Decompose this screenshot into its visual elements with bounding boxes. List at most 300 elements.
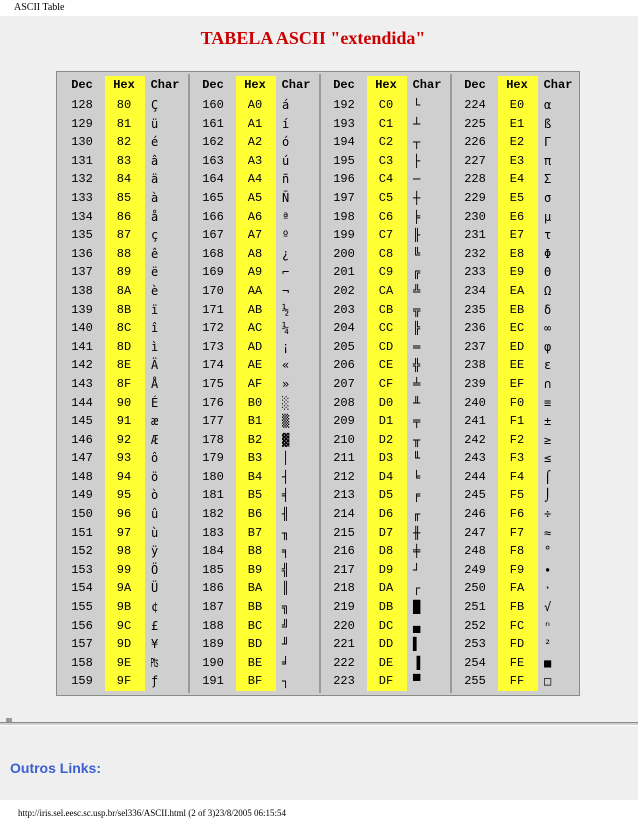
char-cell: ╘ (413, 469, 421, 484)
char-cell: ┴ (413, 116, 421, 131)
char-cell: ¬ (282, 283, 290, 298)
dec-cell: 177 (202, 414, 224, 429)
hex-cell: C8 (378, 246, 394, 261)
hex-cell: 8E (116, 358, 132, 373)
char-cell: □ (544, 674, 552, 689)
char-cell: ▀ (413, 674, 421, 689)
header-hex: Hex (375, 78, 397, 92)
hex-cell: EF (509, 376, 525, 391)
dec-cell: 246 (464, 507, 486, 522)
table-row (61, 133, 186, 152)
dec-cell: 195 (333, 153, 355, 168)
dec-cell: 132 (71, 172, 93, 187)
char-cell: ╫ (413, 525, 421, 540)
char-cell: ñ (282, 172, 290, 187)
table-row (454, 486, 579, 505)
dec-cell: 251 (464, 600, 486, 615)
char-cell: ▌ (413, 637, 421, 652)
table-row (454, 449, 579, 468)
table-row (323, 598, 448, 617)
char-cell: ⌐ (282, 265, 290, 280)
table-row (61, 226, 186, 245)
hex-cell: A4 (247, 172, 263, 187)
header-dec: Dec (464, 78, 486, 92)
hex-cell: EB (509, 302, 525, 317)
char-cell: Σ (544, 172, 552, 187)
table-row (192, 542, 317, 561)
char-cell: ⌠ (544, 469, 552, 484)
dec-cell: 152 (71, 544, 93, 559)
dec-cell: 136 (71, 246, 93, 261)
hex-cell: 82 (116, 135, 132, 150)
table-row (323, 375, 448, 394)
table-row (454, 152, 579, 171)
char-cell: ▄ (413, 618, 421, 633)
table-row (323, 412, 448, 431)
char-cell: α (544, 98, 552, 112)
dec-cell: 215 (333, 525, 355, 540)
hex-cell: 86 (116, 209, 132, 224)
dec-cell: 187 (202, 600, 224, 615)
char-cell: ╩ (413, 283, 421, 298)
char-cell: û (151, 507, 159, 522)
dec-cell: 158 (71, 655, 93, 670)
char-cell: Ö (151, 562, 159, 577)
char-cell: Γ (544, 135, 552, 150)
hex-cell: AC (247, 321, 263, 336)
table-row (192, 672, 317, 691)
table-row (192, 301, 317, 320)
char-cell: £ (151, 618, 159, 633)
table-row (323, 579, 448, 598)
char-cell: è (151, 283, 159, 298)
table-row (454, 524, 579, 543)
hex-cell: 9E (116, 655, 132, 670)
hex-cell: B0 (247, 395, 263, 410)
table-row (454, 468, 579, 487)
table-row (61, 170, 186, 189)
table-row (323, 115, 448, 134)
hex-cell: F3 (509, 451, 525, 466)
table-row (454, 542, 579, 561)
table-column-group (192, 76, 317, 691)
hex-cell: C7 (378, 228, 394, 243)
char-cell: Æ (151, 432, 159, 447)
dec-cell: 202 (333, 283, 355, 298)
table-row (61, 301, 186, 320)
dec-cell: 163 (202, 153, 224, 168)
char-cell: Θ (544, 265, 552, 280)
table-row (192, 115, 317, 134)
char-cell: ∩ (544, 376, 552, 391)
hex-cell: CE (378, 358, 394, 373)
char-cell: ï (151, 302, 159, 317)
table-row (323, 431, 448, 450)
header-hex: Hex (113, 78, 135, 92)
dec-cell: 161 (202, 116, 224, 131)
char-cell: ¼ (282, 321, 290, 336)
char-cell: ½ (282, 302, 290, 317)
char-cell: ∙ (544, 562, 552, 577)
dec-cell: 150 (71, 507, 93, 522)
dec-cell: 220 (333, 618, 355, 633)
table-row (323, 152, 448, 171)
hex-cell: 87 (116, 228, 132, 243)
hex-cell: CA (378, 283, 394, 298)
table-row (61, 542, 186, 561)
dec-cell: 192 (333, 98, 355, 112)
hex-cell: DC (378, 618, 394, 633)
hex-cell: 9D (116, 637, 132, 652)
hex-cell: FB (509, 600, 525, 615)
char-cell: ▐ (413, 655, 421, 670)
char-cell: Ω (544, 283, 552, 298)
dec-cell: 169 (202, 265, 224, 280)
table-row (192, 319, 317, 338)
dec-cell: 151 (71, 525, 93, 540)
char-cell: ┐ (282, 674, 290, 689)
dec-cell: 180 (202, 469, 224, 484)
table-row (61, 561, 186, 580)
char-cell: ╝ (282, 618, 290, 633)
table-row (323, 505, 448, 524)
hex-cell: 9B (116, 600, 132, 615)
table-row (61, 152, 186, 171)
dec-cell: 219 (333, 600, 355, 615)
dec-cell: 213 (333, 488, 355, 503)
char-cell: ª (282, 209, 290, 224)
char-cell: Ç (151, 98, 159, 112)
dec-cell: 242 (464, 432, 486, 447)
table-row (323, 635, 448, 654)
char-cell: ╔ (413, 265, 421, 280)
table-row (323, 672, 448, 691)
char-cell: ÿ (151, 544, 159, 559)
char-cell: ì (151, 339, 159, 354)
char-cell: ô (151, 451, 159, 466)
dec-cell: 236 (464, 321, 486, 336)
hex-cell: 8D (116, 339, 132, 354)
table-row (323, 449, 448, 468)
char-cell: ▓ (282, 432, 290, 447)
dec-cell: 201 (333, 265, 355, 280)
dec-cell: 142 (71, 358, 93, 373)
char-cell: å (151, 209, 159, 224)
table-row (61, 654, 186, 673)
char-cell: π (544, 153, 552, 168)
hex-cell: AD (247, 339, 263, 354)
table-row (192, 263, 317, 282)
char-cell: ╚ (413, 246, 421, 261)
char-cell: ╥ (413, 432, 421, 447)
dec-cell: 175 (202, 376, 224, 391)
hex-cell: C4 (378, 172, 394, 187)
char-cell: ╦ (413, 302, 421, 317)
dec-cell: 249 (464, 562, 486, 577)
dec-cell: 200 (333, 246, 355, 261)
char-cell: æ (151, 414, 159, 429)
table-row (61, 449, 186, 468)
table-row (454, 561, 579, 580)
table-row (61, 282, 186, 301)
dec-cell: 198 (333, 209, 355, 224)
hex-cell: B8 (247, 544, 263, 559)
char-cell: Ü (151, 581, 159, 596)
table-row (323, 263, 448, 282)
char-cell: ≤ (544, 451, 552, 466)
table-row (454, 394, 579, 413)
hex-cell: ED (509, 339, 525, 354)
char-cell: ╡ (282, 488, 290, 503)
dec-cell: 174 (202, 358, 224, 373)
table-row (192, 486, 317, 505)
table-row (323, 226, 448, 245)
char-cell: σ (544, 190, 552, 205)
char-cell: î (151, 321, 159, 336)
char-cell: └ (413, 98, 421, 112)
char-cell: » (282, 376, 290, 391)
dec-cell: 210 (333, 432, 355, 447)
table-row (323, 338, 448, 357)
dec-cell: 154 (71, 581, 93, 596)
dec-cell: 184 (202, 544, 224, 559)
hex-cell: AA (247, 283, 263, 298)
hex-cell: A8 (247, 246, 263, 261)
hex-cell: E4 (509, 172, 525, 187)
table-row (61, 598, 186, 617)
char-cell: ⁿ (544, 618, 552, 633)
table-row (192, 152, 317, 171)
hex-cell: 84 (116, 172, 132, 187)
table-row (192, 282, 317, 301)
char-cell: ╨ (413, 395, 421, 410)
dec-cell: 173 (202, 339, 224, 354)
dec-cell: 208 (333, 395, 355, 410)
table-row (192, 598, 317, 617)
dec-cell: 226 (464, 135, 486, 150)
hex-cell: F4 (509, 469, 525, 484)
char-cell: δ (544, 302, 552, 317)
column-divider (319, 74, 321, 693)
table-row (61, 524, 186, 543)
char-cell: Å (151, 376, 159, 391)
table-row (323, 189, 448, 208)
dec-cell: 128 (71, 98, 93, 112)
char-cell: ┌ (413, 581, 421, 596)
dec-cell: 183 (202, 525, 224, 540)
char-cell: ç (151, 228, 159, 243)
table-row (192, 561, 317, 580)
char-cell: ╜ (282, 637, 290, 652)
dec-cell: 255 (464, 674, 486, 689)
table-row (454, 208, 579, 227)
dec-cell: 157 (71, 637, 93, 652)
dec-cell: 153 (71, 562, 93, 577)
char-cell: ² (544, 637, 552, 652)
hex-cell: F8 (509, 544, 525, 559)
hex-cell: F1 (509, 414, 525, 429)
hex-cell: B4 (247, 469, 263, 484)
dec-cell: 248 (464, 544, 486, 559)
table-row (192, 431, 317, 450)
table-row (454, 245, 579, 264)
char-cell: ╬ (413, 358, 421, 373)
print-footer-url: http://iris.sel.eesc.sc.usp.br/sel336/ASCII.html (2 of 3)23/8/2005 06:15:54 (18, 808, 286, 818)
hex-cell: BC (247, 618, 263, 633)
hex-cell: D7 (378, 525, 394, 540)
hex-cell: 88 (116, 246, 132, 261)
dec-cell: 133 (71, 190, 93, 205)
table-row (454, 96, 579, 115)
table-row (454, 579, 579, 598)
hex-cell: DF (378, 674, 394, 689)
table-row (192, 375, 317, 394)
table-row (454, 338, 579, 357)
table-row (61, 263, 186, 282)
dec-cell: 225 (464, 116, 486, 131)
hex-cell: 81 (116, 116, 132, 131)
char-cell: ¢ (151, 600, 159, 615)
table-row (192, 356, 317, 375)
hex-cell: C1 (378, 116, 394, 131)
dec-cell: 203 (333, 302, 355, 317)
table-row (61, 245, 186, 264)
document-title: ASCII Table (14, 2, 65, 13)
hex-cell: D9 (378, 562, 394, 577)
dec-cell: 140 (71, 321, 93, 336)
dec-cell: 129 (71, 116, 93, 131)
hex-cell: F7 (509, 525, 525, 540)
table-row (454, 226, 579, 245)
dec-cell: 245 (464, 488, 486, 503)
dec-cell: 143 (71, 376, 93, 391)
table-row (323, 654, 448, 673)
hex-cell: E0 (509, 98, 525, 112)
dec-cell: 162 (202, 135, 224, 150)
table-row (192, 449, 317, 468)
dec-cell: 238 (464, 358, 486, 373)
hex-cell: B3 (247, 451, 263, 466)
char-cell: ¿ (282, 246, 290, 261)
table-rows (454, 96, 579, 691)
char-cell: Ä (151, 358, 159, 373)
table-row (323, 301, 448, 320)
dec-cell: 228 (464, 172, 486, 187)
char-cell: ▒ (282, 414, 290, 429)
hex-cell: D5 (378, 488, 394, 503)
hex-cell: CB (378, 302, 394, 317)
hex-cell: E5 (509, 190, 525, 205)
dec-cell: 237 (464, 339, 486, 354)
hex-cell: A3 (247, 153, 263, 168)
char-cell: ₧ (151, 655, 159, 670)
header-char: Char (150, 78, 180, 92)
dec-cell: 179 (202, 451, 224, 466)
char-cell: ≥ (544, 432, 552, 447)
table-row (192, 226, 317, 245)
dec-cell: 218 (333, 581, 355, 596)
char-cell: ╗ (282, 600, 290, 615)
table-row (61, 394, 186, 413)
hex-cell: 99 (116, 562, 132, 577)
dec-cell: 240 (464, 395, 486, 410)
char-cell: █ (413, 600, 421, 615)
page-title: TABELA ASCII "extendida" (200, 28, 426, 48)
hex-cell: D6 (378, 507, 394, 522)
dec-cell: 134 (71, 209, 93, 224)
hex-cell: A5 (247, 190, 263, 205)
dec-cell: 254 (464, 655, 486, 670)
table-row (61, 375, 186, 394)
hex-cell: C3 (378, 153, 394, 168)
hex-cell: DE (378, 655, 394, 670)
dec-cell: 182 (202, 507, 224, 522)
dec-cell: 234 (464, 283, 486, 298)
char-cell: ╣ (282, 562, 290, 577)
hex-cell: 92 (116, 432, 132, 447)
table-row (61, 486, 186, 505)
dec-cell: 212 (333, 469, 355, 484)
hex-cell: FC (509, 618, 525, 633)
dec-cell: 217 (333, 562, 355, 577)
table-row (454, 412, 579, 431)
hex-cell: 80 (116, 98, 132, 112)
table-row (61, 115, 186, 134)
table-row (454, 505, 579, 524)
char-cell: à (151, 190, 159, 205)
hex-cell: E2 (509, 135, 525, 150)
hex-cell: B6 (247, 507, 263, 522)
dec-cell: 155 (71, 600, 93, 615)
table-row (454, 133, 579, 152)
table-column-group (454, 76, 579, 691)
table-row (61, 412, 186, 431)
hex-cell: EA (509, 283, 525, 298)
table-row (323, 394, 448, 413)
dec-cell: 239 (464, 376, 486, 391)
dec-cell: 233 (464, 265, 486, 280)
table-row (454, 170, 579, 189)
char-cell: º (282, 228, 290, 243)
hex-cell: 98 (116, 544, 132, 559)
table-row (323, 356, 448, 375)
char-cell: ╓ (413, 507, 421, 522)
hex-cell: 90 (116, 395, 132, 410)
hex-cell: AF (247, 376, 263, 391)
dec-cell: 171 (202, 302, 224, 317)
header-dec: Dec (202, 78, 224, 92)
table-row (61, 579, 186, 598)
table-row (454, 375, 579, 394)
dec-cell: 243 (464, 451, 486, 466)
dec-cell: 231 (464, 228, 486, 243)
hex-cell: C6 (378, 209, 394, 224)
char-cell: µ (544, 209, 552, 224)
dec-cell: 166 (202, 209, 224, 224)
char-cell: ┘ (413, 562, 421, 577)
dec-cell: 207 (333, 376, 355, 391)
char-cell: ß (544, 116, 552, 131)
hex-cell: DA (378, 581, 394, 596)
table-row (192, 579, 317, 598)
char-cell: ═ (413, 339, 421, 354)
dec-cell: 144 (71, 395, 93, 410)
char-cell: ⌡ (544, 488, 552, 503)
hex-cell: 94 (116, 469, 132, 484)
header-char: Char (412, 78, 442, 92)
hex-cell: A6 (247, 209, 263, 224)
dec-cell: 216 (333, 544, 355, 559)
